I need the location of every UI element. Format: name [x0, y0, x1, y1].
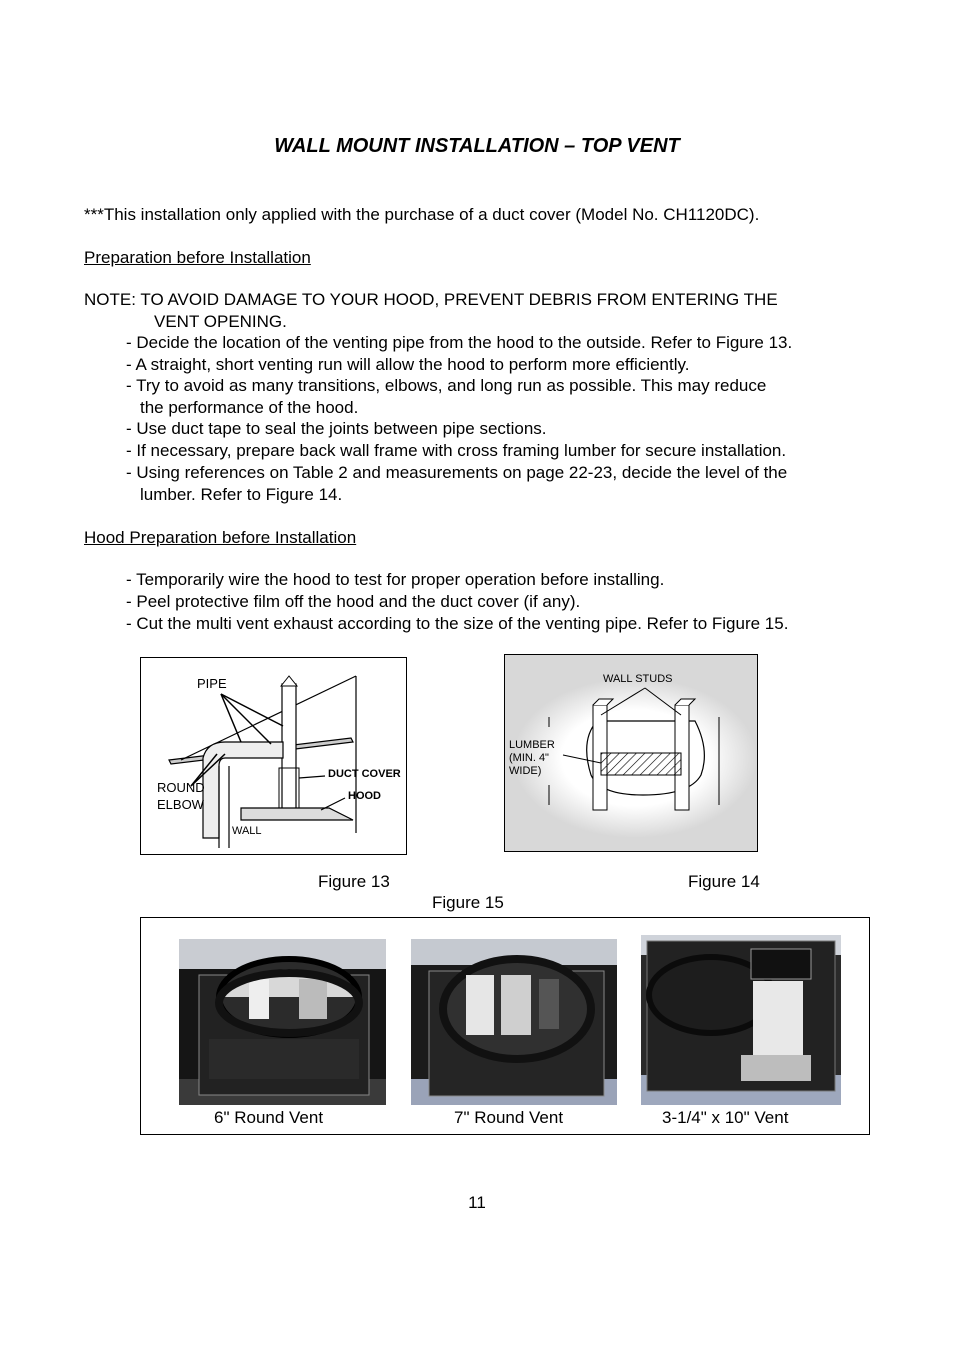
label-hood: HOOD: [348, 790, 381, 802]
label-elbow: ELBOW: [157, 797, 204, 812]
duct-diagram: [141, 658, 406, 854]
label-duct-cover: DUCT COVER: [328, 768, 401, 780]
intro-note: ***This installation only applied with the purchase of a duct cover (Model No. CH1120DC).: [84, 205, 760, 224]
list-item: lumber. Refer to Figure 14.: [140, 485, 343, 504]
list-item: - Using references on Table 2 and measurements on page 22-23, decide the level of the: [126, 463, 788, 482]
label-lumber-line-3: WIDE): [509, 765, 542, 777]
vent-photo-rect: [641, 935, 841, 1105]
list-item: - Try to avoid as many transitions, elbows, and long run as possible. This may reduce: [126, 376, 767, 395]
vent-caption-1: 6" Round Vent: [214, 1108, 324, 1127]
list-item: - Cut the multi vent exhaust according to the size of the venting pipe. Refer to Figure 15.: [126, 614, 789, 633]
vent-caption-3: 3-1/4" x 10" Vent: [662, 1108, 789, 1127]
list-item: - Use duct tape to seal the joints between pipe sections.: [126, 419, 547, 438]
page-title: WALL MOUNT INSTALLATION – TOP VENT: [274, 135, 680, 157]
figure-15-caption: Figure 15: [432, 893, 504, 912]
vent-caption-2: 7" Round Vent: [454, 1108, 564, 1127]
vent-photo-7-round: [411, 939, 617, 1105]
list-item: - If necessary, prepare back wall frame with cross framing lumber for secure installation.: [126, 441, 787, 460]
hood-heading: Hood Preparation before Installation: [84, 528, 357, 547]
figure-15: [140, 917, 870, 1135]
figure-14-caption: Figure 14: [688, 872, 760, 891]
vent-photo-6-round: [179, 939, 386, 1105]
note-line-2: VENT OPENING.: [154, 312, 287, 331]
figure-13: [140, 657, 407, 855]
label-lumber: [509, 739, 555, 778]
note-line-1: NOTE: TO AVOID DAMAGE TO YOUR HOOD, PREVENT DEBRIS FROM ENTERING THE: [84, 290, 778, 309]
page-number: 11: [468, 1193, 486, 1212]
label-lumber-line-2: (MIN. 4": [509, 752, 549, 764]
label-round: ROUND: [157, 780, 205, 795]
figure-14: [504, 654, 758, 852]
label-wall-studs: WALL STUDS: [603, 673, 673, 685]
label-pipe: PIPE: [197, 676, 227, 691]
list-item: the performance of the hood.: [140, 398, 359, 417]
figure-13-caption: Figure 13: [318, 872, 390, 891]
prep-heading: Preparation before Installation: [84, 248, 311, 267]
label-wall: WALL: [232, 825, 262, 837]
list-item: - Decide the location of the venting pipe from the hood to the outside. Refer to Figure 13.: [126, 333, 793, 352]
list-item: - A straight, short venting run will allow the hood to perform more efficiently.: [126, 355, 690, 374]
label-lumber-line-1: LUMBER: [509, 739, 555, 751]
list-item: - Peel protective film off the hood and the duct cover (if any).: [126, 592, 581, 611]
list-item: - Temporarily wire the hood to test for proper operation before installing.: [126, 570, 665, 589]
